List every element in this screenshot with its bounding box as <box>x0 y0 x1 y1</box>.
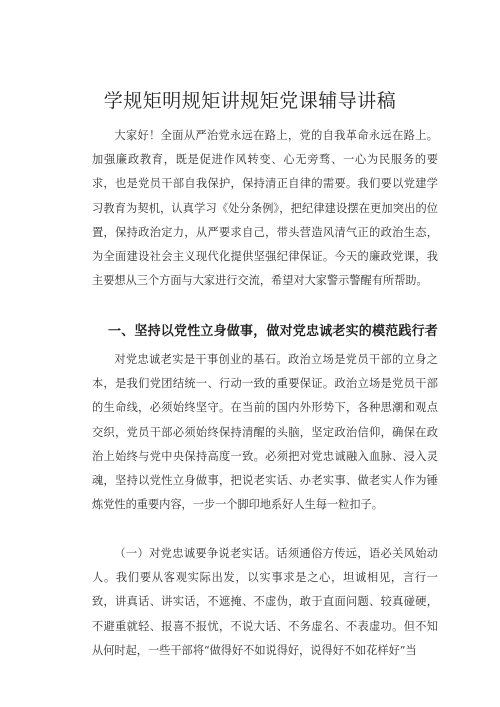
section-heading: 一、坚持以党性立身做事，做对党忠诚老实的模范践行者 <box>108 324 439 339</box>
subsection-paragraph: （一）对党忠诚要争说老实话。话须通俗方传远，语必关风始动人。我们要从客观实际出发，以实事求是之心，坦诚相见，言行一致，讲真话、讲实话，不遮掩、不虚伪，敢于直面问题、较真碰硬，不避重就轻、报喜不报忧，不说大话、不务虚名、不表虚功。但不知从何时起，一些干部将“做得好不如说得好，说得好不如花样好”当 <box>92 547 438 657</box>
document-title: 学规矩明规矩讲规矩党课辅导讲稿 <box>103 90 397 112</box>
intro-paragraph: 大家好！全面从严治党永远在路上，党的自我革命永远在路上。加强廉政教育，既是促进作风转变、心无旁骛、一心为民服务的要求，也是党员干部自我保护，保持清正自律的需要。我们要以党建学习教育为契机，认真学习《处分条例》，把纪律建设摆在更加突出的位置，保持政治定力，从严要求自己，带头营造风清气正的政治生态，为全面建设社会主义现代化提供坚强纪律保证。今天的廉政党课，我主要想从三个方面与大家进行交流，希望对大家警示警醒有所帮助。 <box>92 129 438 288</box>
section-paragraph: 对党忠诚老实是干事创业的基石。政治立场是党员干部的立身之本，是我们党团结统一、行动一致的重要保证。政治立场是党员干部的生命线，必须始终坚守。在当前的国内外形势下，各种思潮和观点交织，党员干部必须始终保持清醒的头脑，坚定政治信仰，确保在政治上始终与党中央保持高度一致。必须把对党忠诚融入血脉、浸入灵魂，坚持以党性立身做事，把说老实话、办老实事、做老实人作为锤炼党性的重要内容，一步一个脚印地系好人生每一粒扣子。 <box>92 353 438 512</box>
